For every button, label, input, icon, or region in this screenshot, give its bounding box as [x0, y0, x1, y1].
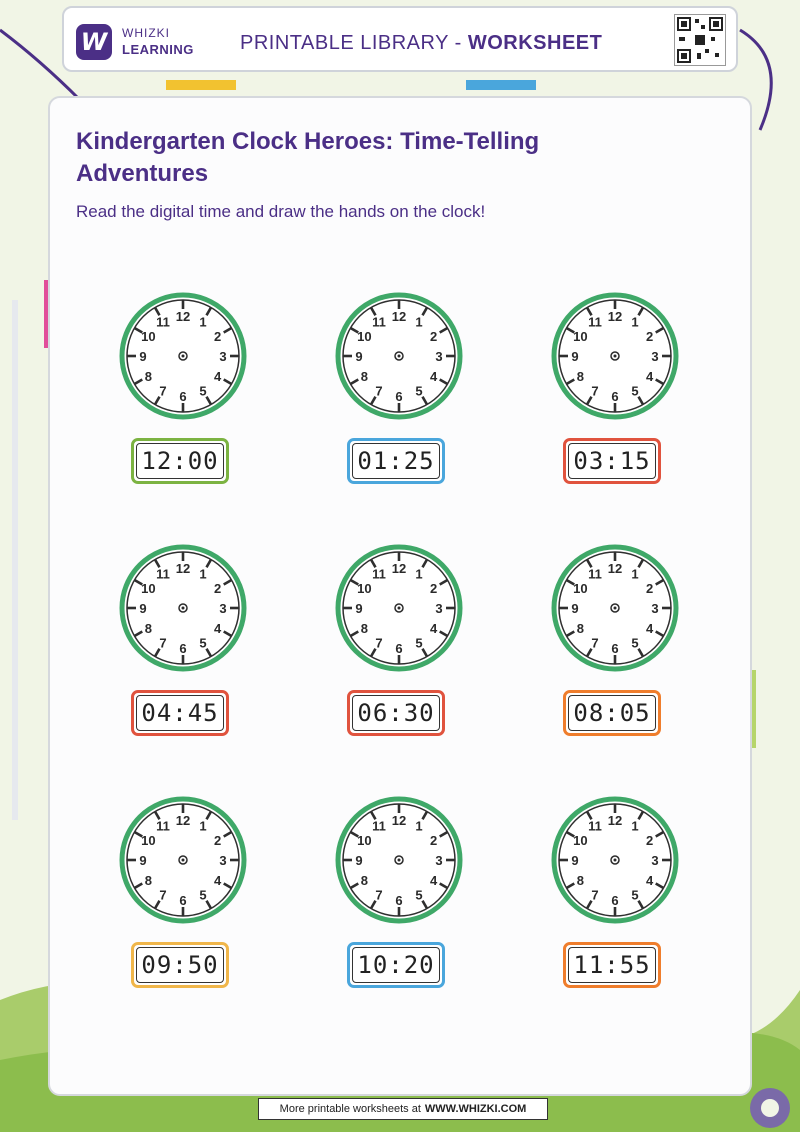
analog-clock-face[interactable] [549, 794, 681, 926]
clock-number: 8 [144, 621, 152, 636]
clock-number: 5 [631, 383, 639, 399]
clock-number: 10 [357, 329, 372, 344]
clock-number: 6 [611, 893, 619, 908]
digital-clock-display [563, 438, 661, 484]
clock-number: 5 [415, 383, 423, 399]
clock-number: 3 [435, 853, 443, 868]
clock-number: 6 [611, 641, 619, 656]
clock-number: 2 [214, 581, 222, 596]
clock-number: 11 [156, 314, 170, 330]
clock-number: 5 [199, 635, 207, 651]
clock-number: 3 [435, 601, 443, 616]
clock-number: 3 [651, 349, 659, 364]
clock-number: 6 [395, 641, 403, 656]
clock-number: 6 [395, 389, 403, 404]
clock-number: 11 [156, 818, 170, 834]
clock-number: 7 [591, 383, 599, 399]
digital-clock-display [347, 438, 445, 484]
clock-number: 8 [360, 369, 368, 384]
clock-item [113, 794, 253, 1004]
analog-clock-face[interactable] [117, 290, 249, 422]
clock-number: 4 [430, 621, 438, 636]
clock-number: 4 [214, 873, 222, 888]
header-title-prefix: PRINTABLE LIBRARY - [240, 32, 468, 54]
clock-number: 4 [214, 369, 222, 384]
clock-number: 8 [360, 621, 368, 636]
clock-number: 12 [175, 309, 191, 324]
clock-number: 1 [199, 566, 207, 582]
clock-number: 1 [415, 818, 423, 834]
analog-clock-face[interactable] [333, 290, 465, 422]
digital-time: 10:20 [352, 947, 440, 983]
qr-code-icon[interactable] [674, 14, 726, 66]
header-bar [62, 6, 738, 72]
clock-number: 6 [179, 389, 187, 404]
digital-time: 12:00 [136, 443, 224, 479]
clock-item [545, 794, 685, 1004]
clock-number: 8 [360, 873, 368, 888]
clock-number: 9 [355, 601, 363, 616]
clock-number: 11 [372, 566, 386, 582]
digital-clock-display [131, 438, 229, 484]
clock-number: 12 [607, 561, 623, 576]
digital-time: 09:50 [136, 947, 224, 983]
clock-number: 10 [573, 329, 588, 344]
clock-number: 7 [591, 635, 599, 651]
clock-number: 6 [395, 893, 403, 908]
clock-number: 4 [646, 369, 654, 384]
worksheet-title: Kindergarten Clock Heroes: Time-Telling Adventures [76, 128, 540, 187]
digital-time: 03:15 [568, 443, 656, 479]
brand-name-line2: LEARNING [122, 42, 194, 57]
clock-number: 9 [571, 349, 579, 364]
digital-clock-display [563, 942, 661, 988]
clock-number: 4 [646, 873, 654, 888]
clock-number: 9 [139, 853, 147, 868]
clock-number: 3 [219, 853, 227, 868]
clock-item [545, 290, 685, 500]
clock-number: 11 [372, 314, 386, 330]
clock-number: 10 [573, 833, 588, 848]
clock-number: 2 [430, 581, 438, 596]
clock-number: 1 [415, 314, 423, 330]
clock-number: 9 [355, 349, 363, 364]
digital-clock-display [131, 690, 229, 736]
clock-number: 9 [139, 349, 147, 364]
clock-number: 7 [159, 635, 167, 651]
clock-number: 12 [607, 813, 623, 828]
clock-number: 5 [631, 887, 639, 903]
clock-number: 7 [159, 383, 167, 399]
clock-number: 5 [415, 887, 423, 903]
clock-number: 2 [430, 329, 438, 344]
header-title [240, 32, 602, 55]
clock-item [329, 794, 469, 1004]
digital-clock-display [563, 690, 661, 736]
clock-number: 7 [375, 887, 383, 903]
digital-time: 04:45 [136, 695, 224, 731]
clock-item [545, 542, 685, 752]
clock-number: 1 [199, 818, 207, 834]
clock-number: 12 [391, 561, 407, 576]
clock-number: 4 [646, 621, 654, 636]
clock-number: 10 [357, 581, 372, 596]
clock-item [329, 290, 469, 500]
worksheet-instructions: Read the digital time and draw the hands on the clock! [76, 202, 486, 221]
clock-number: 9 [571, 853, 579, 868]
clock-number: 4 [214, 621, 222, 636]
clock-number: 1 [631, 818, 639, 834]
clock-number: 3 [219, 349, 227, 364]
analog-clock-face[interactable] [549, 290, 681, 422]
digital-time: 01:25 [352, 443, 440, 479]
analog-clock-face[interactable] [333, 542, 465, 674]
clock-number: 4 [430, 873, 438, 888]
clock-number: 7 [375, 635, 383, 651]
whizki-logo[interactable]: W [76, 24, 112, 60]
clock-number: 10 [573, 581, 588, 596]
clock-number: 1 [631, 566, 639, 582]
clock-number: 2 [646, 833, 654, 848]
clock-number: 11 [588, 566, 602, 582]
clock-number: 8 [576, 621, 584, 636]
clock-number: 5 [415, 635, 423, 651]
clock-number: 9 [571, 601, 579, 616]
clock-number: 9 [355, 853, 363, 868]
clock-number: 2 [430, 833, 438, 848]
digital-time: 08:05 [568, 695, 656, 731]
clock-number: 2 [214, 329, 222, 344]
analog-clock-face[interactable] [117, 542, 249, 674]
clock-number: 6 [179, 641, 187, 656]
clock-number: 5 [199, 383, 207, 399]
analog-clock-face[interactable] [333, 794, 465, 926]
clock-number: 7 [159, 887, 167, 903]
clock-number: 10 [357, 833, 372, 848]
clock-number: 8 [144, 873, 152, 888]
digital-clock-display [131, 942, 229, 988]
clock-number: 8 [576, 369, 584, 384]
footer-banner [258, 1098, 548, 1120]
clock-number: 12 [391, 813, 407, 828]
clock-number: 10 [141, 581, 156, 596]
clock-number: 12 [175, 813, 191, 828]
clock-number: 2 [214, 833, 222, 848]
clock-item [113, 542, 253, 752]
clock-number: 12 [175, 561, 191, 576]
brand-name-line1: WHIZKI [122, 26, 170, 40]
clock-item [113, 290, 253, 500]
clock-number: 10 [141, 833, 156, 848]
clock-number: 6 [179, 893, 187, 908]
clock-number: 12 [607, 309, 623, 324]
clock-number: 1 [199, 314, 207, 330]
clock-number: 5 [631, 635, 639, 651]
clock-number: 2 [646, 329, 654, 344]
clock-number: 3 [435, 349, 443, 364]
header-title-bold: WORKSHEET [467, 32, 603, 54]
clock-number: 11 [372, 818, 386, 834]
digital-time: 11:55 [568, 947, 656, 983]
clock-number: 1 [415, 566, 423, 582]
clock-number: 8 [576, 873, 584, 888]
clock-number: 11 [156, 566, 170, 582]
clock-number: 2 [646, 581, 654, 596]
footer-url[interactable]: WWW.WHIZKI.COM [424, 1103, 527, 1115]
clock-number: 11 [588, 314, 602, 330]
digital-time: 06:30 [352, 695, 440, 731]
clock-number: 5 [199, 887, 207, 903]
digital-clock-display [347, 942, 445, 988]
analog-clock-face[interactable] [117, 794, 249, 926]
clock-item [329, 542, 469, 752]
clock-number: 7 [375, 383, 383, 399]
clock-number: 6 [611, 389, 619, 404]
footer-text: More printable worksheets at [279, 1103, 421, 1115]
clock-number: 7 [591, 887, 599, 903]
analog-clock-face[interactable] [549, 542, 681, 674]
clock-number: 10 [141, 329, 156, 344]
digital-clock-display [347, 690, 445, 736]
clock-number: 3 [651, 601, 659, 616]
clock-number: 4 [430, 369, 438, 384]
clock-number: 12 [391, 309, 407, 324]
clock-number: 11 [588, 818, 602, 834]
clock-number: 9 [139, 601, 147, 616]
clock-number: 3 [651, 853, 659, 868]
clock-number: 1 [631, 314, 639, 330]
clock-number: 8 [144, 369, 152, 384]
clock-number: 3 [219, 601, 227, 616]
